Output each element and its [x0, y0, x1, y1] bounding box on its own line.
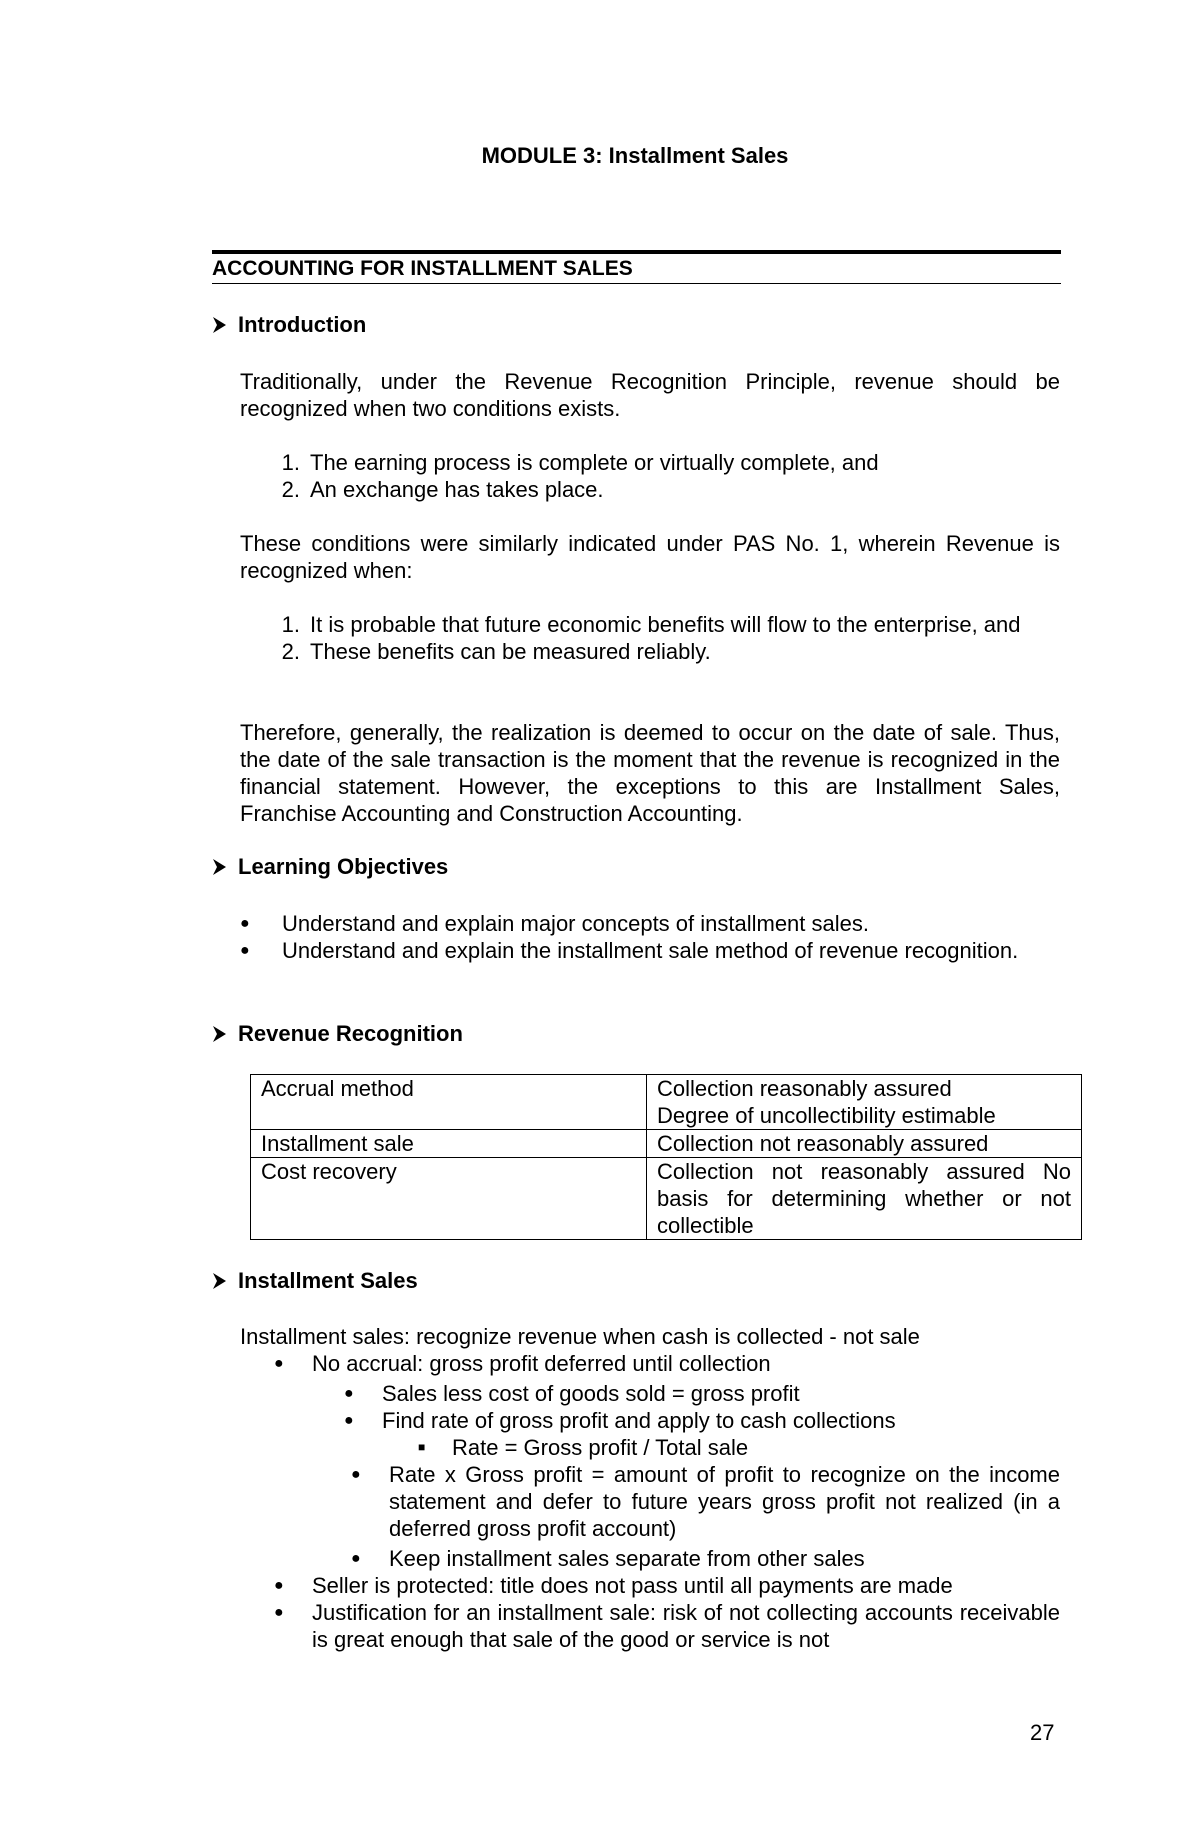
- criteria-cell: Collection not reasonably assured: [647, 1130, 1082, 1158]
- method-cell: Cost recovery: [251, 1158, 647, 1240]
- list-item: ● Understand and explain the installment sale method of revenue recognition.: [240, 938, 1019, 963]
- list-item: ● Understand and explain major concepts of installment sales.: [240, 911, 869, 936]
- installment-heading-text: Installment Sales: [238, 1268, 418, 1293]
- arrow-bullet-icon: [212, 1023, 228, 1045]
- installment-lead-text: Installment sales: recognize revenue when cash is collected - not sale: [240, 1324, 920, 1349]
- objectives-heading-text: Learning Objectives: [238, 854, 449, 879]
- objectives-heading: [212, 854, 448, 880]
- revenue-heading-text: Revenue Recognition: [238, 1021, 463, 1046]
- objectives-list: [240, 910, 1060, 964]
- module-title: MODULE 3: Installment Sales: [481, 143, 789, 168]
- table-row: [251, 1075, 1082, 1130]
- arrow-bullet-icon: [212, 314, 228, 336]
- introduction-heading-text: Introduction: [238, 312, 367, 337]
- installment-sales-list: [240, 1323, 1060, 1653]
- revenue-heading: [212, 1021, 463, 1047]
- intro-paragraph-1: Traditionally, under the Revenue Recognition Principle, revenue should be recognized when two conditions exists.: [240, 369, 1060, 421]
- list-item: ● Sales less cost of goods sold = gross profit: [344, 1381, 800, 1406]
- method-cell: Installment sale: [251, 1130, 647, 1158]
- list-item: ● Justification for an installment sale: risk of not collecting accounts receivable is great enough that sale of the good or service is not: [274, 1600, 1060, 1652]
- method-cell: Accrual method: [251, 1075, 647, 1130]
- pas-conditions-list: [240, 611, 1060, 665]
- arrow-bullet-icon: [212, 1270, 228, 1292]
- revenue-recognition-table: [250, 1074, 1082, 1240]
- list-item: ● Keep installment sales separate from other sales: [351, 1546, 865, 1571]
- intro-paragraph-3: Therefore, generally, the realization is deemed to occur on the date of sale. Thus, the date of the sale transaction is the moment that the revenue is recognized in the financial statement. However, the exceptions to this are Installment Sales, Franchise Accounting and Construction Accounting.: [240, 720, 1060, 826]
- criteria-cell: Collection reasonably assured Degree of uncollectibility estimable: [647, 1075, 1082, 1130]
- section-rule-bottom: [212, 283, 1061, 284]
- introduction-heading: [212, 312, 366, 338]
- criteria-cell: Collection not reasonably assured No basis for determining whether or not collectible: [647, 1158, 1082, 1240]
- list-item: 1. The earning process is complete or virtually complete, and: [281, 450, 879, 475]
- table-row: [251, 1130, 1082, 1158]
- arrow-bullet-icon: [212, 856, 228, 878]
- list-item: ■ Rate = Gross profit / Total sale: [418, 1435, 749, 1460]
- installment-heading: [212, 1268, 418, 1294]
- list-item: ● Find rate of gross profit and apply to cash collections: [344, 1408, 896, 1433]
- list-item: ● No accrual: gross profit deferred until collection: [274, 1351, 771, 1376]
- list-item: ● Seller is protected: title does not pass until all payments are made: [274, 1573, 953, 1598]
- list-item: ● Rate x Gross profit = amount of profit to recognize on the income statement and defer to future years gross profit not realized (in a deferred gross profit account): [351, 1462, 1060, 1541]
- list-item: 1. It is probable that future economic benefits will flow to the enterprise, and: [281, 612, 1021, 637]
- intro-conditions-list: [240, 449, 1060, 503]
- table-row: [251, 1158, 1082, 1240]
- section-rule-top: [212, 250, 1061, 254]
- list-item: 2. An exchange has takes place.: [281, 477, 604, 502]
- page-number: 27: [1030, 1720, 1055, 1745]
- intro-paragraph-2: These conditions were similarly indicated under PAS No. 1, wherein Revenue is recognized when:: [240, 531, 1060, 583]
- list-item: 2. These benefits can be measured reliably.: [281, 639, 711, 664]
- section-title: ACCOUNTING FOR INSTALLMENT SALES: [212, 257, 633, 280]
